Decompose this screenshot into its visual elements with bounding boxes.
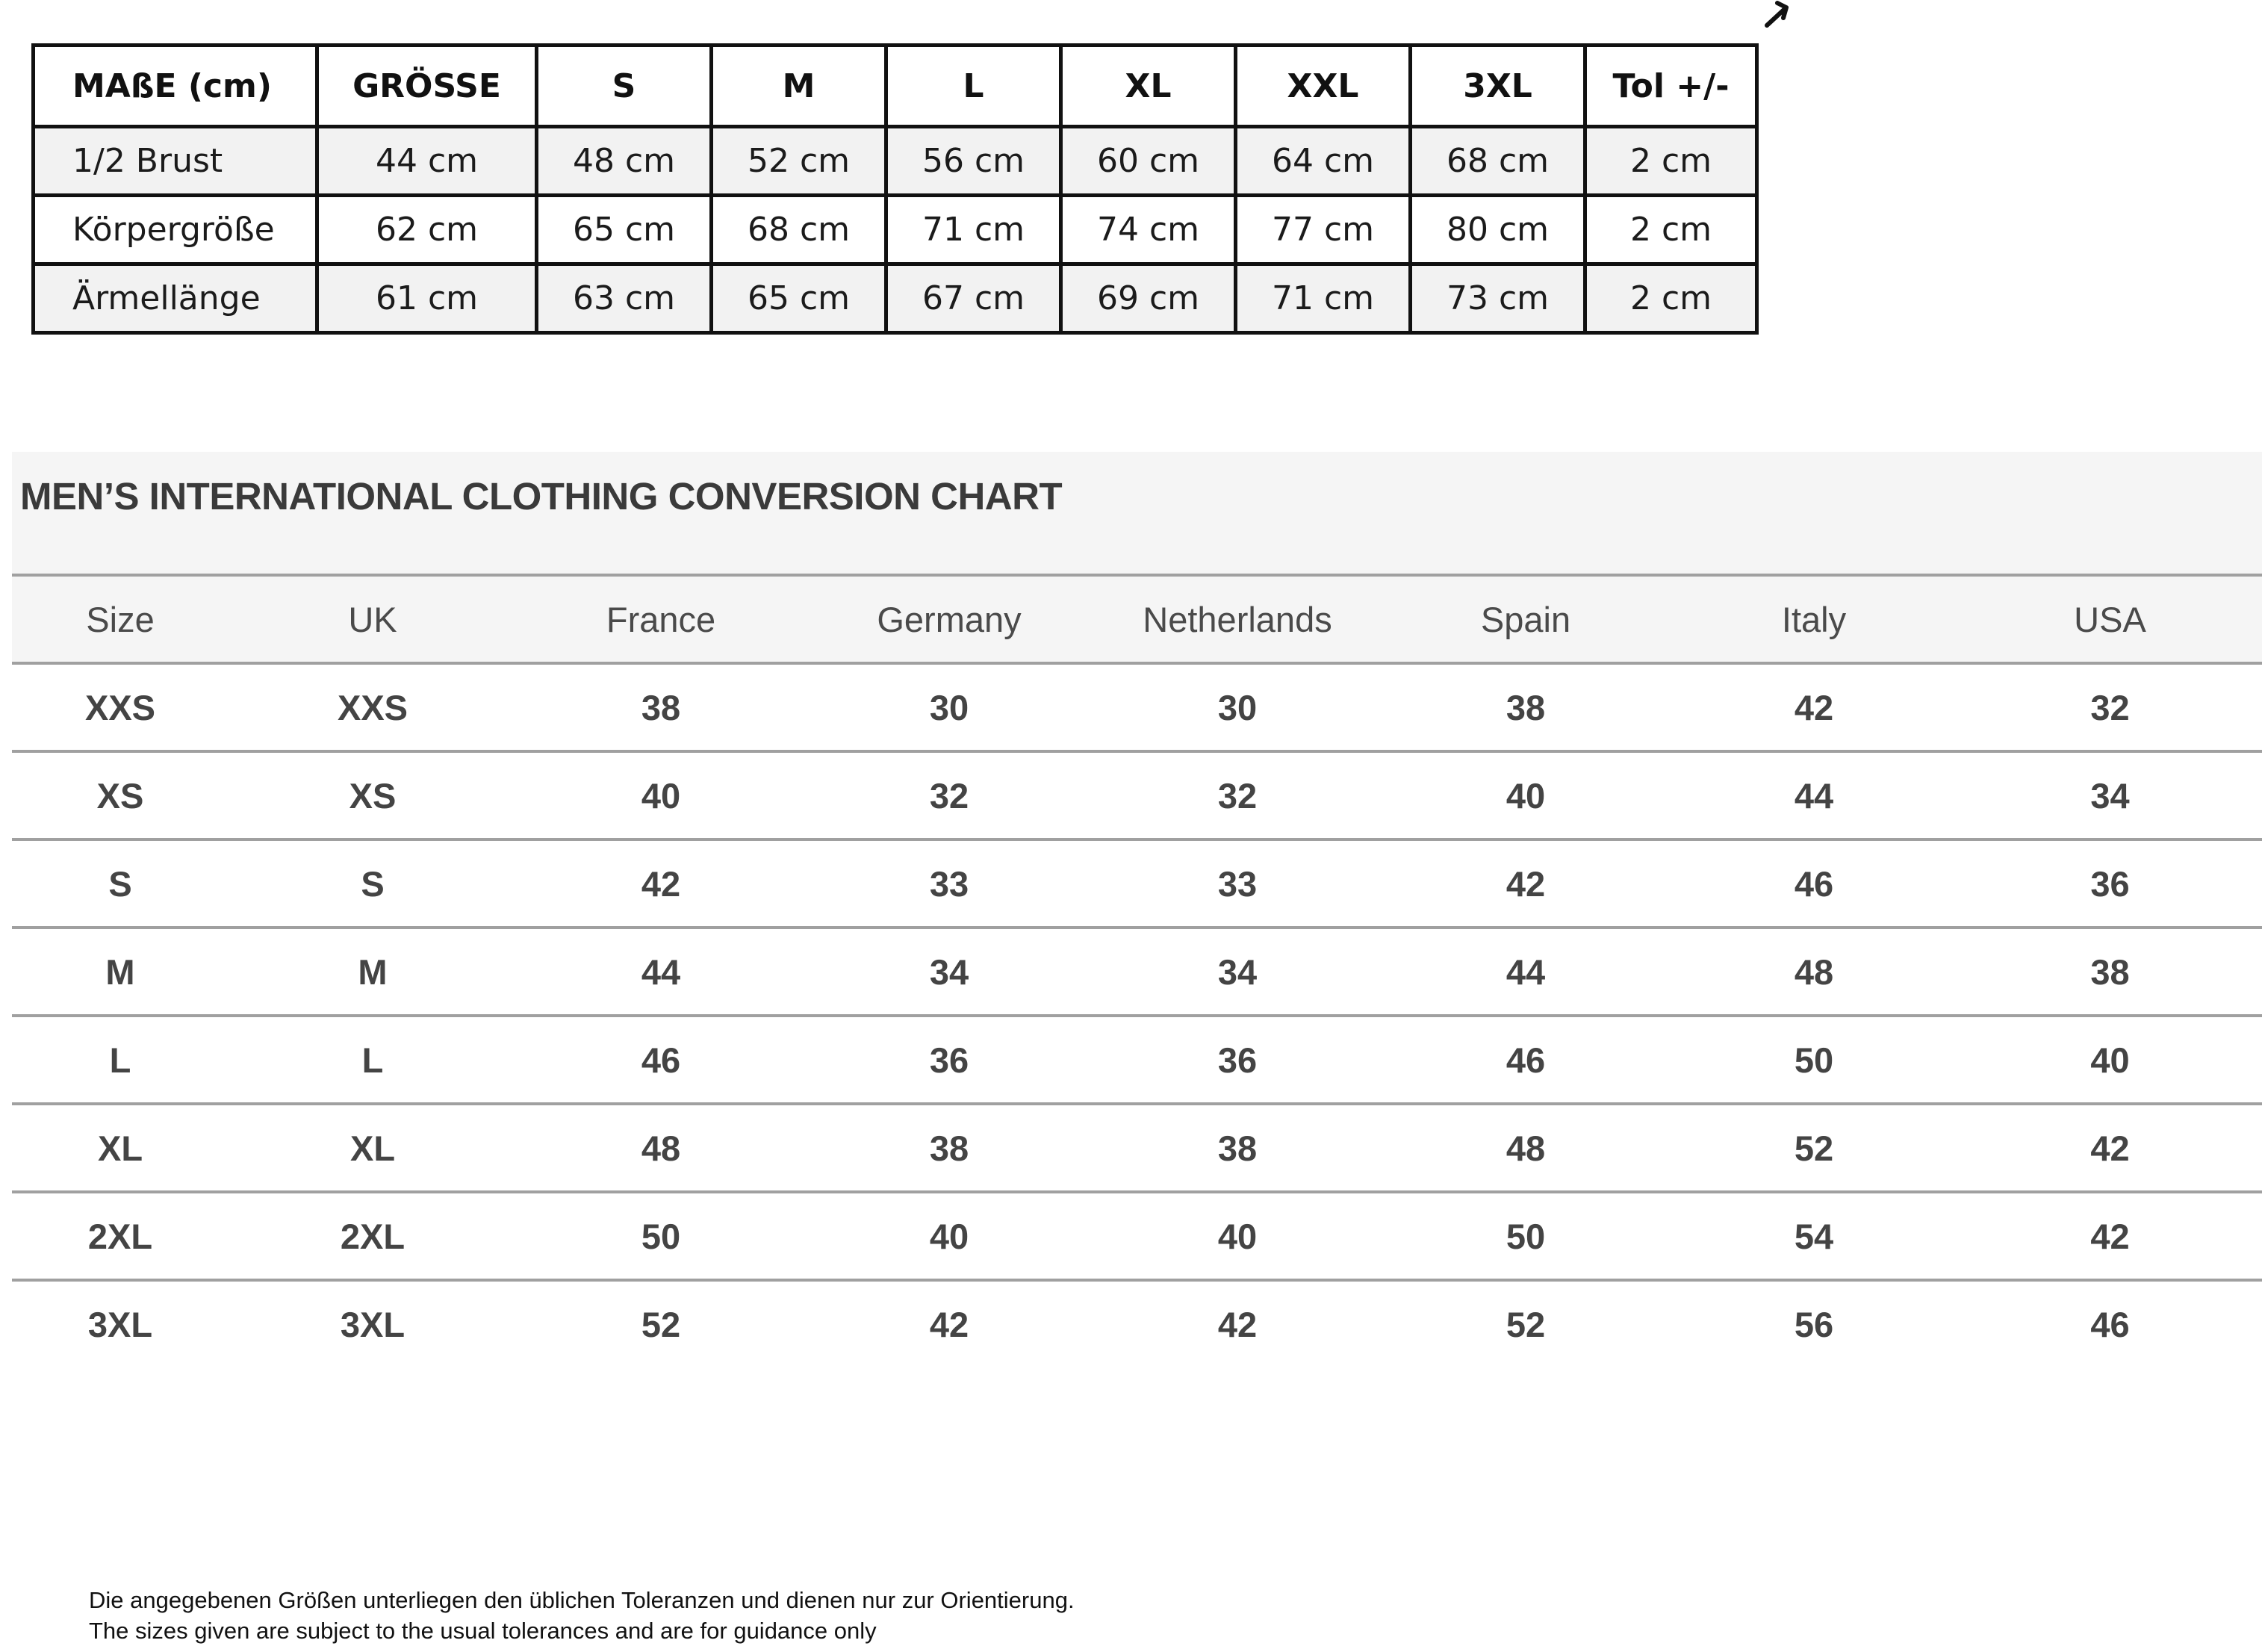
conversion-cell: 42 — [1958, 1192, 2262, 1280]
measurement-row — [34, 264, 1757, 333]
conversion-cell: 42 — [517, 839, 805, 928]
conversion-cell: XL — [229, 1104, 517, 1192]
conversion-cell: 30 — [1093, 663, 1382, 751]
conversion-cell: 36 — [1958, 839, 2262, 928]
conversion-cell: 30 — [805, 663, 1093, 751]
measurement-cell: 68 cm — [712, 196, 886, 264]
measurement-cell: 52 cm — [712, 127, 886, 196]
conversion-row — [12, 1192, 2262, 1280]
measurement-cell: 65 cm — [712, 264, 886, 333]
conversion-cell: S — [12, 839, 229, 928]
conversion-header-cell: Italy — [1670, 575, 1958, 663]
conversion-cell: 36 — [805, 1016, 1093, 1104]
measurement-header-cell: XXL — [1236, 46, 1411, 127]
conversion-cell: 42 — [805, 1280, 1093, 1367]
measurement-cell: 77 cm — [1236, 196, 1411, 264]
measurement-cell: 2 cm — [1585, 196, 1757, 264]
measurement-cell: 80 cm — [1411, 196, 1585, 264]
measurement-cell: 65 cm — [537, 196, 712, 264]
measurement-header-cell: GRÖSSE — [317, 46, 537, 127]
conversion-cell: 48 — [1382, 1104, 1670, 1192]
conversion-cell: 46 — [1958, 1280, 2262, 1367]
conversion-header-cell: USA — [1958, 575, 2262, 663]
conversion-cell: 44 — [1382, 928, 1670, 1016]
measurement-cell: 2 cm — [1585, 264, 1757, 333]
measurement-cell: 68 cm — [1411, 127, 1585, 196]
conversion-cell: XL — [12, 1104, 229, 1192]
conversion-cell: XXS — [12, 663, 229, 751]
conversion-cell: 40 — [517, 751, 805, 839]
conversion-cell: 54 — [1670, 1192, 1958, 1280]
measurement-header-cell: XL — [1061, 46, 1236, 127]
measurement-cell: 71 cm — [886, 196, 1061, 264]
conversion-header-cell: France — [517, 575, 805, 663]
conversion-cell: 32 — [1093, 751, 1382, 839]
conversion-cell: L — [12, 1016, 229, 1104]
conversion-chart-title-bar — [12, 452, 2262, 574]
conversion-row — [12, 1104, 2262, 1192]
conversion-row — [12, 751, 2262, 839]
conversion-table — [12, 574, 2262, 1367]
measurement-cell: 73 cm — [1411, 264, 1585, 333]
footnote — [89, 1585, 1075, 1646]
measurement-cell: 71 cm — [1236, 264, 1411, 333]
conversion-cell: 56 — [1670, 1280, 1958, 1367]
measurement-cell: 74 cm — [1061, 196, 1236, 264]
conversion-cell: M — [12, 928, 229, 1016]
conversion-header-cell: Germany — [805, 575, 1093, 663]
conversion-cell: 34 — [1093, 928, 1382, 1016]
conversion-cell: 52 — [517, 1280, 805, 1367]
measurement-cell: 67 cm — [886, 264, 1061, 333]
measurement-cell: 62 cm — [317, 196, 537, 264]
measurement-cell: 48 cm — [537, 127, 712, 196]
conversion-cell: 38 — [517, 663, 805, 751]
conversion-header-cell: Spain — [1382, 575, 1670, 663]
arrow-cursor-icon — [1764, 0, 1801, 30]
conversion-cell: XXS — [229, 663, 517, 751]
conversion-cell: 38 — [1382, 663, 1670, 751]
conversion-cell: 36 — [1093, 1016, 1382, 1104]
conversion-cell: 44 — [517, 928, 805, 1016]
conversion-cell: 38 — [805, 1104, 1093, 1192]
measurement-row — [34, 196, 1757, 264]
conversion-cell: 46 — [1670, 839, 1958, 928]
measurement-header-cell: Tol +/- — [1585, 46, 1757, 127]
measurement-cell: 64 cm — [1236, 127, 1411, 196]
measurement-header-cell: L — [886, 46, 1061, 127]
conversion-cell: 34 — [1958, 751, 2262, 839]
conversion-cell: L — [229, 1016, 517, 1104]
measurement-cell: 69 cm — [1061, 264, 1236, 333]
conversion-cell: 40 — [1958, 1016, 2262, 1104]
measurement-header-cell: MAßE (cm) — [34, 46, 317, 127]
conversion-row — [12, 1016, 2262, 1104]
measurement-cell: 1/2 Brust — [34, 127, 317, 196]
measurement-table — [31, 43, 1759, 335]
conversion-cell: 2XL — [229, 1192, 517, 1280]
conversion-cell: 50 — [1670, 1016, 1958, 1104]
conversion-cell: 42 — [1382, 839, 1670, 928]
measurement-header-row — [34, 46, 1757, 127]
conversion-cell: 50 — [517, 1192, 805, 1280]
conversion-cell: 34 — [805, 928, 1093, 1016]
conversion-header-cell: Netherlands — [1093, 575, 1382, 663]
measurement-cell: 63 cm — [537, 264, 712, 333]
conversion-cell: XS — [229, 751, 517, 839]
conversion-table-body — [12, 663, 2262, 1367]
conversion-header-cell: UK — [229, 575, 517, 663]
conversion-cell: XS — [12, 751, 229, 839]
conversion-cell: 38 — [1958, 928, 2262, 1016]
measurement-header-cell: S — [537, 46, 712, 127]
conversion-cell: 42 — [1093, 1280, 1382, 1367]
footnote-german: Die angegebenen Größen unterliegen den üblichen Toleranzen und dienen nur zur Orientierung. — [89, 1587, 1075, 1613]
conversion-cell: 42 — [1670, 663, 1958, 751]
conversion-header-row — [12, 575, 2262, 663]
conversion-cell: 52 — [1670, 1104, 1958, 1192]
conversion-row — [12, 663, 2262, 751]
conversion-cell: 40 — [1093, 1192, 1382, 1280]
conversion-cell: 48 — [1670, 928, 1958, 1016]
measurement-cell: 61 cm — [317, 264, 537, 333]
conversion-cell: 3XL — [229, 1280, 517, 1367]
conversion-cell: 32 — [805, 751, 1093, 839]
measurement-header-cell: M — [712, 46, 886, 127]
conversion-cell: 44 — [1670, 751, 1958, 839]
conversion-cell: 46 — [1382, 1016, 1670, 1104]
conversion-chart — [12, 452, 2262, 1370]
conversion-cell: S — [229, 839, 517, 928]
conversion-header-cell: Size — [12, 575, 229, 663]
measurement-cell: 56 cm — [886, 127, 1061, 196]
conversion-chart-title: MEN’S INTERNATIONAL CLOTHING CONVERSION CHART — [20, 475, 1063, 518]
conversion-cell: 32 — [1958, 663, 2262, 751]
conversion-cell: 42 — [1958, 1104, 2262, 1192]
measurement-cell: 2 cm — [1585, 127, 1757, 196]
conversion-cell: 40 — [805, 1192, 1093, 1280]
measurement-cell: Ärmellänge — [34, 264, 317, 333]
footnote-english: The sizes given are subject to the usual tolerances and are for guidance only — [89, 1618, 877, 1644]
conversion-row — [12, 1280, 2262, 1367]
conversion-cell: 2XL — [12, 1192, 229, 1280]
conversion-cell: 48 — [517, 1104, 805, 1192]
conversion-cell: 3XL — [12, 1280, 229, 1367]
conversion-row — [12, 928, 2262, 1016]
measurement-cell: 44 cm — [317, 127, 537, 196]
measurement-cell: Körpergröße — [34, 196, 317, 264]
measurement-row — [34, 127, 1757, 196]
conversion-row — [12, 839, 2262, 928]
conversion-cell: 52 — [1382, 1280, 1670, 1367]
conversion-cell: 50 — [1382, 1192, 1670, 1280]
measurement-header-cell: 3XL — [1411, 46, 1585, 127]
conversion-cell: 46 — [517, 1016, 805, 1104]
conversion-cell: 40 — [1382, 751, 1670, 839]
measurement-cell: 60 cm — [1061, 127, 1236, 196]
conversion-cell: 38 — [1093, 1104, 1382, 1192]
conversion-cell: M — [229, 928, 517, 1016]
conversion-cell: 33 — [805, 839, 1093, 928]
conversion-cell: 33 — [1093, 839, 1382, 928]
